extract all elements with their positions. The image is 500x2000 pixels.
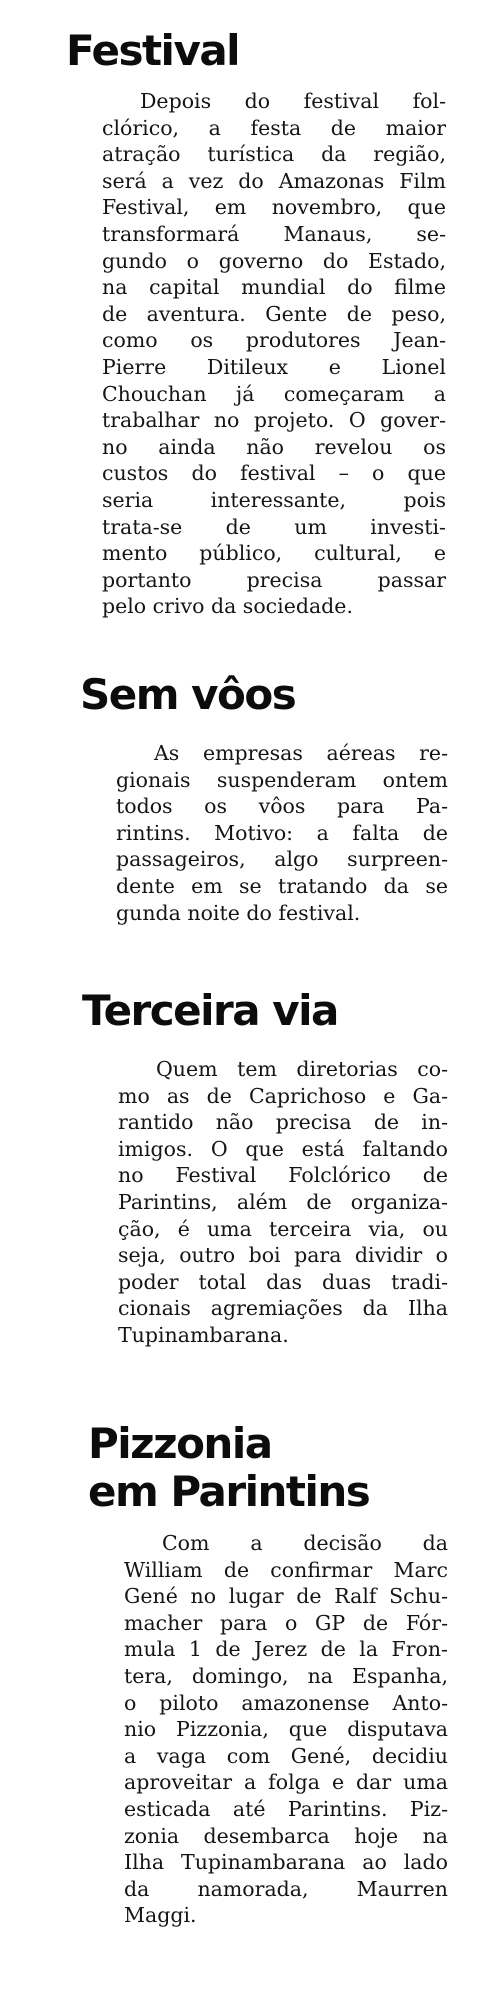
body-line: de aventura. Gente de peso,	[102, 301, 446, 326]
body-line: mo as de Caprichoso e Ga-	[118, 1083, 448, 1108]
body-line: nio Pizzonia, que disputava	[124, 1717, 448, 1742]
body-line: Parintins, além de organiza-	[118, 1189, 448, 1214]
body-line: cionais agremiações da Ilha	[118, 1296, 448, 1321]
body-line: o piloto amazonense Anto-	[124, 1690, 448, 1715]
body-line: tera, domingo, na Espanha,	[124, 1663, 448, 1688]
body-line: será a vez do Amazonas Film	[102, 168, 446, 193]
body-line: clórico, a festa de maior	[102, 115, 446, 140]
body-line: dente em se tratando da se	[116, 873, 448, 898]
article-body	[82, 1056, 448, 1349]
body-line: aproveitar a folga e dar uma	[124, 1770, 448, 1795]
article-sem-voos	[80, 672, 500, 926]
body-line: Tupinambarana.	[118, 1322, 289, 1347]
body-line: da namorada, Maurren	[124, 1876, 448, 1901]
body-line: poder total das duas tradi-	[118, 1269, 448, 1294]
body-line: todos os vôos para Pa-	[116, 794, 448, 819]
article-pizzonia	[88, 1420, 500, 1929]
body-line: mento público, cultural, e	[102, 541, 446, 566]
body-line: gunda noite do festival.	[116, 900, 361, 925]
body-line: As empresas aéreas re-	[154, 741, 448, 765]
body-line: pelo crivo da sociedade.	[102, 594, 353, 619]
body-line: custos do festival – o que	[102, 461, 446, 486]
headline-line: Pizzonia	[88, 1419, 272, 1468]
body-line: passageiros, algo surpreen-	[116, 847, 448, 872]
article-body	[66, 88, 446, 620]
body-line: seja, outro boi para dividir o	[118, 1243, 448, 1268]
body-line: mula 1 de Jerez de la Fron-	[124, 1637, 448, 1662]
body-line: Ilha Tupinambarana ao lado	[124, 1850, 448, 1875]
body-line: a vaga com Gené, decidiu	[124, 1743, 448, 1768]
body-line: na capital mundial do filme	[102, 275, 446, 300]
body-line: trata-se de um investi-	[102, 514, 446, 539]
body-line: trabalhar no projeto. O gover-	[102, 408, 446, 433]
body-line: transformará Manaus, se-	[102, 221, 446, 246]
body-line: gundo o governo do Estado,	[102, 248, 446, 273]
body-line: no Festival Folclórico de	[118, 1163, 448, 1188]
body-line: Depois do festival fol-	[140, 89, 446, 113]
body-line: imigos. O que está faltando	[118, 1136, 448, 1161]
body-line: rintins. Motivo: a falta de	[116, 820, 448, 845]
body-line: Pierre Ditileux e Lionel	[102, 354, 446, 379]
headline: Festival	[66, 26, 240, 75]
body-line: gionais suspenderam ontem	[116, 767, 448, 792]
body-line: William de confirmar Marc	[124, 1557, 448, 1582]
headline: Sem vôos	[80, 670, 296, 719]
body-line: zonia desembarca hoje na	[124, 1823, 448, 1848]
body-line: Chouchan já começaram a	[102, 381, 446, 406]
body-line: Gené no lugar de Ralf Schu-	[124, 1584, 448, 1609]
body-line: rantido não precisa de in-	[118, 1110, 448, 1135]
body-line: portanto precisa passar	[102, 567, 446, 592]
body-line: ção, é uma terceira via, ou	[118, 1216, 448, 1241]
body-line: atração turística da região,	[102, 142, 446, 167]
article-terceira-via	[82, 988, 500, 1349]
body-line: macher para o GP de Fór-	[124, 1610, 448, 1635]
body-line: Com a decisão da	[162, 1531, 448, 1555]
article-body	[80, 740, 448, 926]
body-line: seria interessante, pois	[102, 487, 446, 512]
headline	[88, 1420, 500, 1516]
body-line: como os produtores Jean-	[102, 328, 446, 353]
body-line: no ainda não revelou os	[102, 434, 446, 459]
body-line: Festival, em novembro, que	[102, 195, 446, 220]
headline-line: em Parintins	[88, 1467, 370, 1516]
body-line: esticada até Parintins. Piz-	[124, 1796, 448, 1821]
article-body	[88, 1530, 448, 1929]
headline: Terceira via	[82, 986, 338, 1035]
body-line: Quem tem diretorias co-	[156, 1057, 448, 1081]
body-line: Maggi.	[124, 1903, 197, 1928]
article-festival	[66, 28, 496, 620]
